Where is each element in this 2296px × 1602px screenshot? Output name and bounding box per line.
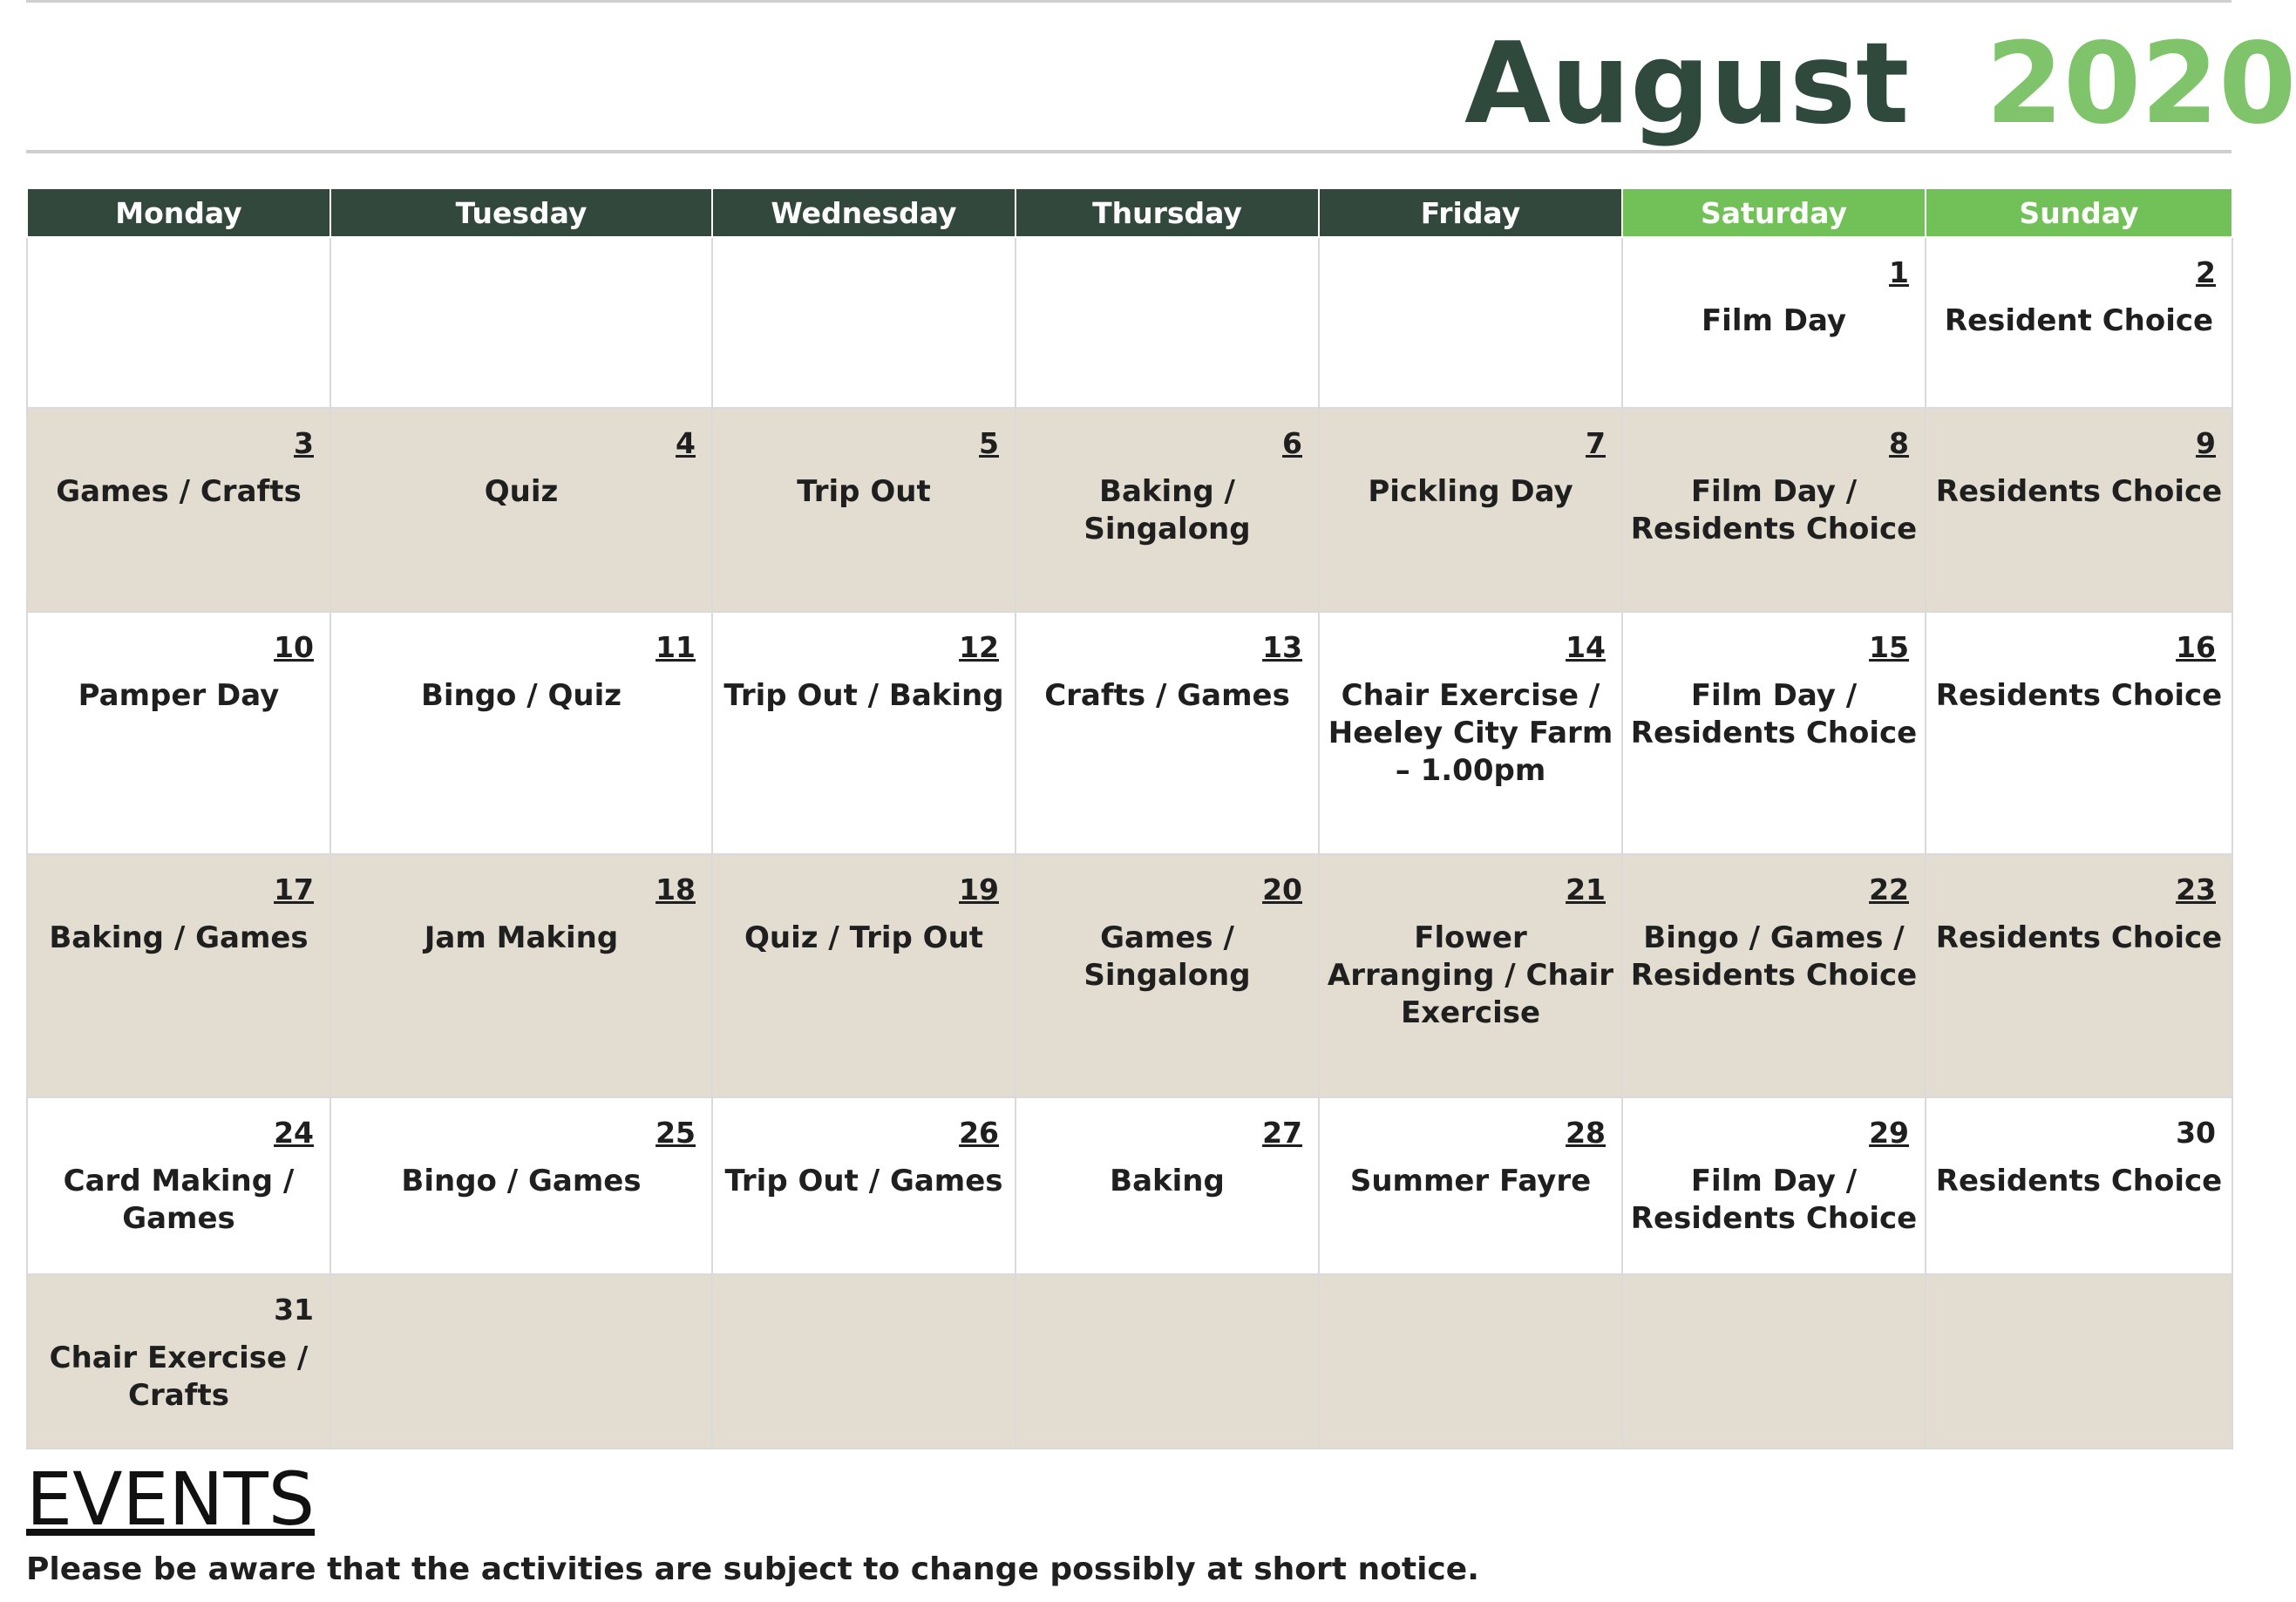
day-cell (1016, 1274, 1319, 1449)
activity-text: Chair Exercise / Crafts (49, 1341, 309, 1413)
day-cell (27, 237, 330, 408)
week-row-3 (27, 612, 2232, 854)
day-cell (1622, 237, 1926, 408)
day-cell (1926, 408, 2232, 612)
activity-text: Games / Crafts (56, 474, 302, 509)
events-heading: EVENTS (26, 1456, 316, 1542)
activity-text: Trip Out / Baking (723, 678, 1004, 713)
activity-text: Flower Arranging / Chair Exercise (1327, 920, 1614, 1030)
day-number: 31 (274, 1293, 314, 1327)
day-number: 7 (1586, 426, 1606, 460)
activity-text: Pamper Day (78, 678, 280, 713)
day-cell (1319, 408, 1622, 612)
day-number: 27 (1262, 1116, 1302, 1150)
day-number: 10 (274, 630, 314, 664)
day-cell (1622, 854, 1926, 1097)
day-cell (712, 854, 1016, 1097)
day-number: 29 (1869, 1116, 1909, 1150)
day-number: 4 (676, 426, 696, 460)
activity-text: Chair Exercise / Heeley City Farm – 1.00pm (1328, 678, 1613, 788)
day-cell (1926, 1097, 2232, 1274)
activity-text: Bingo / Games / Residents Choice (1630, 920, 1918, 993)
day-cell (330, 1274, 712, 1449)
day-cell (1926, 1274, 2232, 1449)
day-cell (712, 1097, 1016, 1274)
activity-text: Bingo / Games (401, 1164, 642, 1198)
day-number: 12 (959, 630, 999, 664)
week-row-6 (27, 1274, 2232, 1449)
day-cell (1926, 854, 2232, 1097)
day-cell (1319, 1274, 1622, 1449)
activity-text: Baking (1110, 1164, 1225, 1198)
week-row-2 (27, 408, 2232, 612)
weekday-header-row (27, 188, 2232, 237)
week-row-4 (27, 854, 2232, 1097)
weekday-header-thursday: Thursday (1016, 188, 1319, 237)
day-number: 6 (1282, 426, 1302, 460)
day-cell (1622, 1274, 1926, 1449)
day-number: 19 (959, 872, 999, 906)
day-number: 14 (1566, 630, 1606, 664)
weekday-header-sunday: Sunday (1926, 188, 2232, 237)
activity-text: Pickling Day (1368, 474, 1573, 509)
day-number: 9 (2196, 426, 2216, 460)
day-number: 26 (959, 1116, 999, 1150)
day-cell (1622, 1097, 1926, 1274)
weekday-header-tuesday: Tuesday (330, 188, 712, 237)
day-number: 16 (2176, 630, 2216, 664)
activity-text: Games / Singalong (1083, 920, 1251, 993)
day-cell (1319, 612, 1622, 854)
day-cell (27, 408, 330, 612)
activity-text: Baking / Singalong (1083, 474, 1251, 546)
day-number: 20 (1262, 872, 1302, 906)
day-cell (1016, 612, 1319, 854)
day-cell (330, 408, 712, 612)
day-cell (1622, 408, 1926, 612)
events-notice: Please be aware that the activities are subject to change possibly at short notice. (26, 1551, 1479, 1587)
day-number: 2 (2196, 255, 2216, 289)
activity-text: Card Making / Games (63, 1164, 295, 1236)
day-number: 22 (1869, 872, 1909, 906)
activity-text: Baking / Games (49, 920, 309, 955)
day-cell (712, 1274, 1016, 1449)
week-row-1 (27, 237, 2232, 408)
activity-text: Quiz / Trip Out (744, 920, 984, 955)
activity-text: Film Day / Residents Choice (1630, 474, 1918, 546)
activity-text: Summer Fayre (1349, 1164, 1592, 1198)
day-number: 1 (1889, 255, 1909, 289)
day-number: 21 (1566, 872, 1606, 906)
calendar-grid (26, 187, 2233, 1449)
day-cell (1319, 1097, 1622, 1274)
year-title: 2020 (1986, 19, 2296, 149)
day-number: 5 (979, 426, 999, 460)
activity-text: Residents Choice (1935, 474, 2223, 509)
day-cell (1622, 612, 1926, 854)
weekday-header-friday: Friday (1319, 188, 1622, 237)
weekday-header-wednesday: Wednesday (712, 188, 1016, 237)
day-cell (1016, 854, 1319, 1097)
day-cell (27, 1097, 330, 1274)
day-number: 30 (2176, 1116, 2216, 1150)
day-number: 28 (1566, 1116, 1606, 1150)
day-number: 11 (656, 630, 696, 664)
day-cell (27, 1274, 330, 1449)
day-cell (330, 1097, 712, 1274)
day-cell (330, 854, 712, 1097)
activity-text: Film Day / Residents Choice (1630, 678, 1918, 750)
activity-text: Crafts / Games (1044, 678, 1290, 713)
day-number: 25 (656, 1116, 696, 1150)
day-cell (27, 854, 330, 1097)
activity-text: Jam Making (424, 920, 619, 955)
activity-text: Film Day (1701, 303, 1847, 338)
day-cell (1319, 854, 1622, 1097)
day-number: 17 (274, 872, 314, 906)
day-cell (712, 408, 1016, 612)
activity-text: Quiz (484, 474, 559, 509)
weekday-header-saturday: Saturday (1622, 188, 1926, 237)
day-number: 13 (1262, 630, 1302, 664)
day-cell (712, 612, 1016, 854)
activity-text: Bingo / Quiz (420, 678, 622, 713)
day-cell (1319, 237, 1622, 408)
activity-text: Trip Out (797, 474, 931, 509)
day-cell (712, 237, 1016, 408)
day-cell (330, 612, 712, 854)
month-title: August (1464, 19, 1910, 149)
day-number: 23 (2176, 872, 2216, 906)
week-row-5 (27, 1097, 2232, 1274)
day-cell (1926, 612, 2232, 854)
day-cell (27, 612, 330, 854)
day-number: 18 (656, 872, 696, 906)
activity-text: Residents Choice (1935, 678, 2223, 713)
day-cell (1016, 408, 1319, 612)
activity-text: Residents Choice (1935, 920, 2223, 955)
day-cell (330, 237, 712, 408)
activity-text: Resident Choice (1944, 303, 2214, 338)
day-number: 15 (1869, 630, 1909, 664)
day-number: 8 (1889, 426, 1909, 460)
activity-text: Residents Choice (1935, 1164, 2223, 1198)
activity-text: Trip Out / Games (724, 1164, 1003, 1198)
day-number: 24 (274, 1116, 314, 1150)
day-number: 3 (294, 426, 314, 460)
activity-text: Film Day / Residents Choice (1630, 1164, 1918, 1236)
day-cell (1016, 237, 1319, 408)
day-cell (1926, 237, 2232, 408)
weekday-header-monday: Monday (27, 188, 330, 237)
day-cell (1016, 1097, 1319, 1274)
